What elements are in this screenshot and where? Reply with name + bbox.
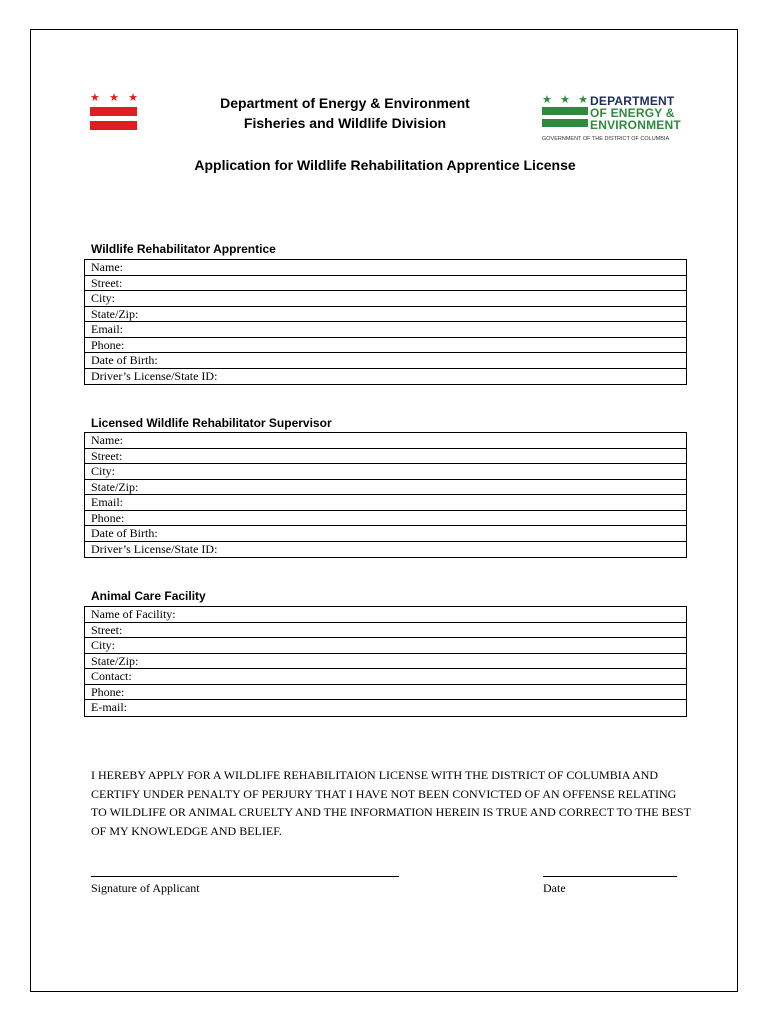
- department-title: Department of Energy & Environment: [220, 95, 470, 111]
- field-contact[interactable]: Contact:: [85, 669, 686, 685]
- logo-stars: [542, 94, 588, 105]
- field-city[interactable]: City:: [85, 464, 686, 480]
- field-email[interactable]: Email:: [85, 495, 686, 511]
- apprentice-form-table: [84, 259, 687, 385]
- field-date-of-birth[interactable]: Date of Birth:: [85, 526, 686, 542]
- field-email[interactable]: Email:: [85, 322, 686, 338]
- field-drivers-license[interactable]: Driver’s License/State ID:: [91, 368, 218, 383]
- dc-flag-logo: [90, 92, 138, 134]
- section-title-apprentice: Wildlife Rehabilitator Apprentice: [91, 242, 276, 256]
- logo-bar: [542, 119, 588, 127]
- field-street[interactable]: Street:: [85, 623, 686, 639]
- logo-line-environment: ENVIRONMENT: [590, 118, 681, 132]
- logo-subtitle: GOVERNMENT OF THE DISTRICT OF COLUMBIA: [542, 136, 670, 142]
- flag-stars: [90, 92, 138, 103]
- field-date-of-birth[interactable]: Date of Birth:: [85, 353, 686, 369]
- field-state-zip[interactable]: State/Zip:: [85, 307, 686, 323]
- section-title-facility: Animal Care Facility: [91, 589, 206, 603]
- field-state-zip[interactable]: State/Zip:: [85, 654, 686, 670]
- date-label: Date: [543, 881, 566, 895]
- logo-bar: [542, 107, 588, 115]
- field-city[interactable]: City:: [85, 291, 686, 307]
- doee-logo: [542, 94, 682, 146]
- star-icon: ★: [578, 93, 588, 106]
- logo-line-energy: OF ENERGY &: [590, 106, 675, 120]
- document-title: Application for Wildlife Rehabilitation Apprentice License: [194, 157, 576, 173]
- field-state-zip[interactable]: State/Zip:: [85, 480, 686, 496]
- field-drivers-license[interactable]: Driver’s License/State ID:: [91, 541, 218, 556]
- signature-line[interactable]: [91, 876, 399, 877]
- field-street[interactable]: Street:: [85, 276, 686, 292]
- date-line[interactable]: [543, 876, 677, 877]
- field-facility-name[interactable]: Name of Facility:: [85, 607, 686, 623]
- field-phone[interactable]: Phone:: [85, 338, 686, 354]
- star-icon: ★: [560, 93, 570, 106]
- facility-form-table: [84, 606, 687, 717]
- field-street[interactable]: Street:: [85, 449, 686, 465]
- field-email[interactable]: E-mail:: [91, 700, 127, 714]
- star-icon: ★: [90, 91, 100, 104]
- supervisor-form-table: [84, 432, 687, 558]
- flag-bar: [90, 121, 137, 130]
- signature-label: Signature of Applicant: [91, 881, 200, 895]
- star-icon: ★: [542, 93, 552, 106]
- field-phone[interactable]: Phone:: [85, 685, 686, 701]
- star-icon: ★: [109, 91, 119, 104]
- star-icon: ★: [128, 91, 138, 104]
- field-phone[interactable]: Phone:: [85, 511, 686, 527]
- certification-statement: I HEREBY APPLY FOR A WILDLIFE REHABILITAION LICENSE WITH THE DISTRICT OF COLUMBIA AND CERTIFY UNDER PENALTY OF PERJURY THAT I HAVE NOT BEEN CONVICTED OF AN OFFENSE RELATING TO WILDLIFE OR ANIMAL CRUELTY AND THE INFORMATION HEREIN IS TRUE AND CORRECT TO THE BEST OF MY KNOWLEDGE AND BELIEF.: [91, 768, 691, 838]
- section-title-supervisor: Licensed Wildlife Rehabilitator Supervisor: [91, 416, 332, 430]
- flag-bar: [90, 107, 137, 116]
- division-title: Fisheries and Wildlife Division: [243, 115, 447, 131]
- field-name[interactable]: Name:: [85, 260, 686, 276]
- field-city[interactable]: City:: [85, 638, 686, 654]
- field-name[interactable]: Name:: [85, 433, 686, 449]
- logo-line-department: DEPARTMENT: [590, 94, 675, 108]
